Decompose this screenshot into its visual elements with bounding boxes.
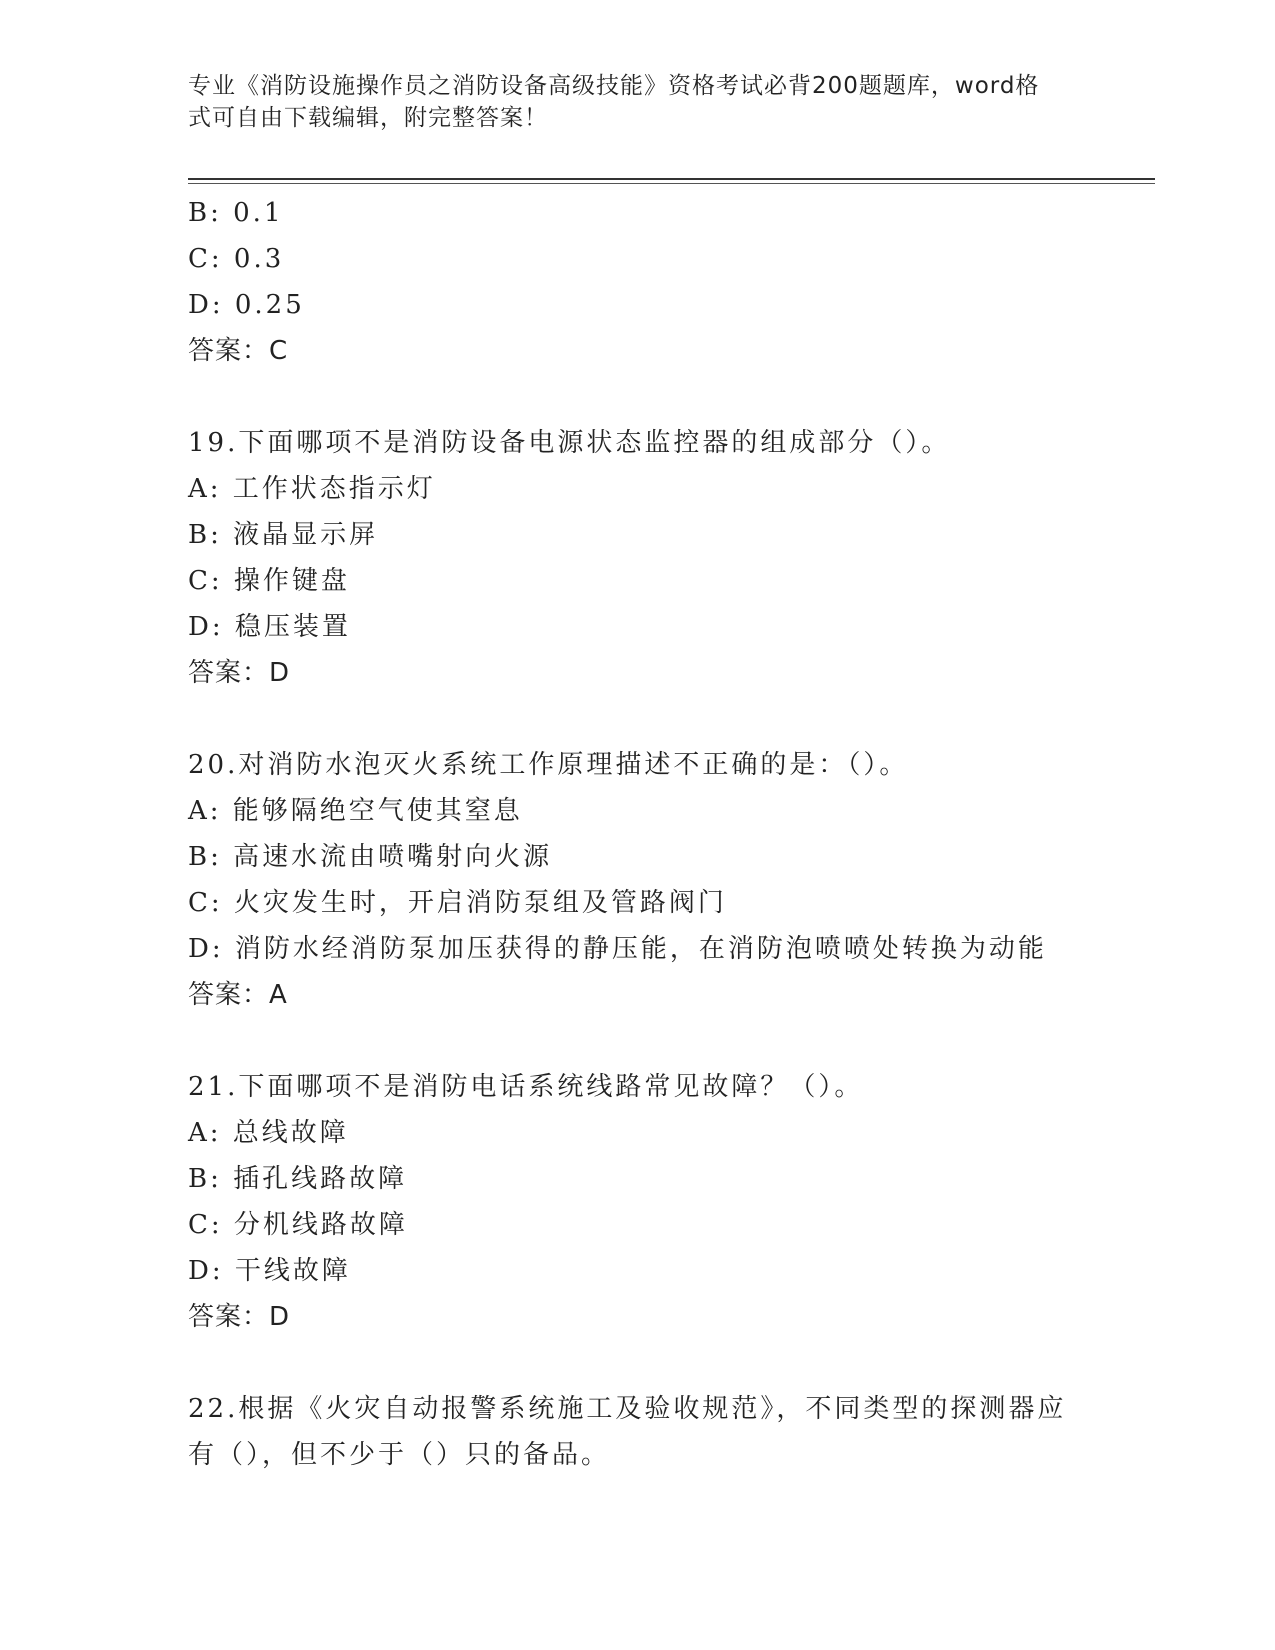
option-a: A: 总线故障 bbox=[188, 1118, 349, 1148]
spacer bbox=[188, 1018, 1088, 1064]
header-title-line-1: 专业《消防设施操作员之消防设备高级技能》资格考试必背200题题库，word格 bbox=[188, 73, 1040, 99]
question-21 bbox=[188, 1064, 1088, 1340]
spacer bbox=[188, 1340, 1088, 1386]
option-d: D: 消防水经消防泵加压获得的静压能，在消防泡喷喷处转换为动能 bbox=[188, 934, 1047, 964]
spacer bbox=[188, 696, 1088, 742]
question-list bbox=[188, 190, 1088, 1478]
question-22 bbox=[188, 1386, 1088, 1478]
answer: 答案：A bbox=[188, 980, 288, 1010]
option-b: B: 插孔线路故障 bbox=[188, 1164, 408, 1194]
header-divider-thin bbox=[188, 183, 1155, 184]
answer: 答案：D bbox=[188, 658, 291, 688]
option-a: A: 能够隔绝空气使其窒息 bbox=[188, 796, 523, 826]
option-d: D: 干线故障 bbox=[188, 1256, 351, 1286]
document-header bbox=[188, 70, 1068, 134]
question-text-line-2: 有（），但不少于（）只的备品。 bbox=[188, 1440, 611, 1470]
question-19 bbox=[188, 420, 1088, 696]
header-divider-thick bbox=[188, 178, 1155, 180]
option-b: B: 0.1 bbox=[188, 198, 284, 228]
question-text: 21.下面哪项不是消防电话系统线路常见故障？（）。 bbox=[188, 1072, 864, 1102]
option-c: C: 火灾发生时，开启消防泵组及管路阀门 bbox=[188, 888, 727, 918]
question-text: 19.下面哪项不是消防设备电源状态监控器的组成部分（）。 bbox=[188, 428, 951, 458]
answer: 答案：D bbox=[188, 1302, 291, 1332]
option-d: D: 稳压装置 bbox=[188, 612, 351, 642]
question-18-tail bbox=[188, 190, 1088, 374]
option-a: A: 工作状态指示灯 bbox=[188, 474, 436, 504]
question-text: 20.对消防水泡灭火系统工作原理描述不正确的是：（）。 bbox=[188, 750, 909, 780]
answer: 答案：C bbox=[188, 336, 289, 366]
option-c: C: 0.3 bbox=[188, 244, 285, 274]
option-b: B: 高速水流由喷嘴射向火源 bbox=[188, 842, 553, 872]
option-d: D: 0.25 bbox=[188, 290, 305, 320]
option-c: C: 分机线路故障 bbox=[188, 1210, 408, 1240]
option-b: B: 液晶显示屏 bbox=[188, 520, 379, 550]
option-c: C: 操作键盘 bbox=[188, 566, 350, 596]
question-text-line-1: 22.根据《火灾自动报警系统施工及验收规范》，不同类型的探测器应 bbox=[188, 1394, 1067, 1424]
question-20 bbox=[188, 742, 1088, 1018]
spacer bbox=[188, 374, 1088, 420]
header-title-line-2: 式可自由下载编辑，附完整答案！ bbox=[188, 105, 548, 131]
